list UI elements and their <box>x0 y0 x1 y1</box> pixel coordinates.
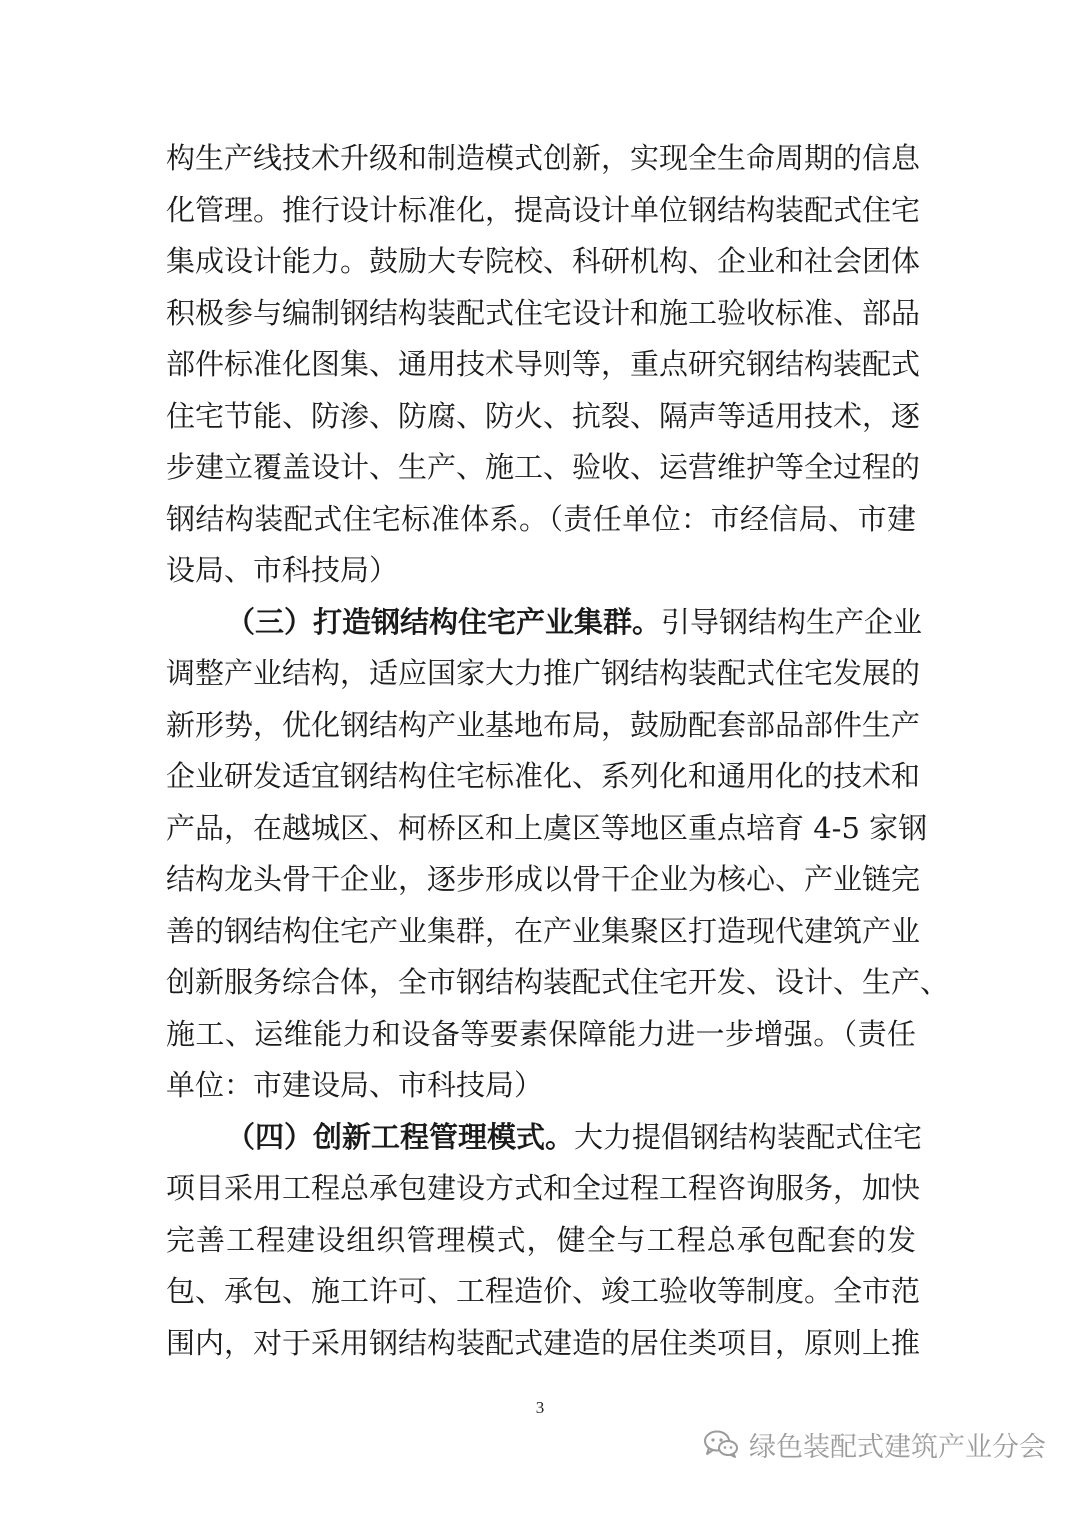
paragraph1-line-6: 住宅节能、防渗、防腐、防火、抗裂、隔声等适用技术，逐 <box>166 398 921 433</box>
paragraph2-heading: （三）打造钢结构住宅产业集群。 <box>226 604 662 639</box>
paragraph1-line-3: 集成设计能力。鼓励大专院校、科研机构、企业和社会团体 <box>166 244 921 278</box>
paragraph3-heading: （四）创新工程管理模式。 <box>226 1119 575 1154</box>
paragraph3-line-1: 项目采用工程总承包建设方式和全过程工程咨询服务，加快 <box>166 1171 921 1205</box>
paragraph1-line-7: 步建立覆盖设计、生产、施工、验收、运营维护等全过程的 <box>166 450 921 484</box>
paragraph2-line-8: 施工、运维能力和设备等要素保障能力进一步增强。（责任 <box>166 1016 916 1051</box>
paragraph1-line-2: 化管理。推行设计标准化，提高设计单位钢结构装配式住宅 <box>166 192 921 227</box>
paragraph2-line-4: 产品，在越城区、柯桥区和上虞区等地区重点培育 4-5 家钢 <box>166 810 928 845</box>
page-number: 3 <box>535 1398 545 1417</box>
paragraph3-line-3: 包、承包、施工许可、工程造价、竣工验收等制度。全市范 <box>166 1274 921 1308</box>
paragraph1-line-8: 钢结构装配式住宅标准体系。（责任单位：市经信局、市建 <box>166 501 916 536</box>
paragraph3-first-line-rest: 大力提倡钢结构装配式住宅 <box>574 1119 923 1154</box>
paragraph2-first-line-rest: 引导钢结构生产企业 <box>661 604 923 639</box>
paragraph2-line-1: 调整产业结构，适应国家大力推广钢结构装配式住宅发展的 <box>166 656 921 690</box>
paragraph3-first-line <box>166 1112 923 1164</box>
paragraph1-line-5: 部件标准化图集、通用技术导则等，重点研究钢结构装配式 <box>166 347 921 381</box>
watermark-text: 绿色装配式建筑产业分会 <box>749 1431 1046 1463</box>
paragraph3-line-4: 围内，对于采用钢结构装配式建造的居住类项目，原则上推 <box>166 1325 921 1360</box>
paragraph2-first-line <box>166 597 923 649</box>
wechat-icon <box>703 1429 739 1459</box>
paragraph2-line-2: 新形势，优化钢结构产业基地布局，鼓励配套部品部件生产 <box>166 707 921 742</box>
paragraph1-line-9: 设局、市科技局） <box>166 553 399 587</box>
paragraph2-line-7: 创新服务综合体，全市钢结构装配式住宅开发、设计、生产、 <box>166 965 950 999</box>
body-text <box>166 133 950 1369</box>
paragraph1-line-1: 构生产线技术升级和制造模式创新，实现全生命周期的信息 <box>166 141 921 175</box>
paragraph2-line-3: 企业研发适宜钢结构住宅标准化、系列化和通用化的技术和 <box>166 759 921 793</box>
paragraph3-line-2: 完善工程建设组织管理模式，健全与工程总承包配套的发 <box>166 1222 916 1257</box>
paragraph1-line-4: 积极参与编制钢结构装配式住宅设计和施工验收标准、部品 <box>166 295 921 330</box>
paragraph2-line-5: 结构龙头骨干企业，逐步形成以骨干企业为核心、产业链完 <box>166 862 921 896</box>
watermark <box>703 1424 1046 1464</box>
paragraph2-line-9: 单位：市建设局、市科技局） <box>166 1068 544 1102</box>
paragraph2-line-6: 善的钢结构住宅产业集群，在产业集聚区打造现代建筑产业 <box>166 913 921 948</box>
